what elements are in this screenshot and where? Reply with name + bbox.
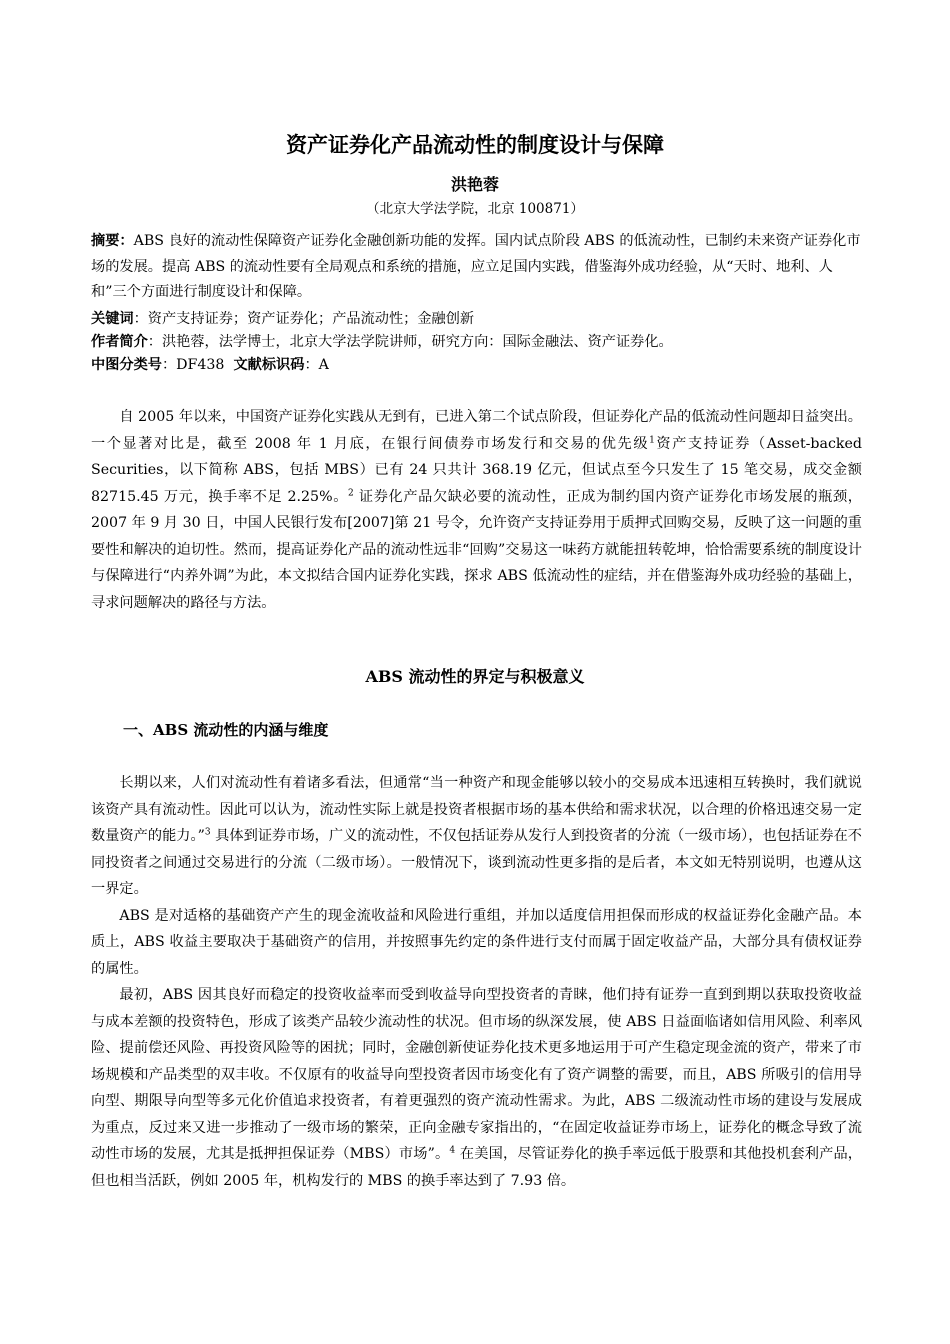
bio-text: ：洪艳蓉，法学博士，北京大学法学院讲师，研究方向：国际金融法、资产证券化。 [147,334,673,350]
body-paragraph-3 [91,982,862,1194]
intro-text-1: 自 2005 年以来，中国资产证券化实践从无到有，已进入第二个试点阶段，但证券化产品的低流动性问题却日益突出。一个显著对比是，截至 2008 年 1 月底，在银行间债券市场发行和交易的优先级 [91,409,862,452]
keywords-block [91,307,861,333]
classification-block [91,353,861,379]
section-heading: ABS 流动性的界定与积极意义 [365,667,585,686]
footnote-ref-1[interactable]: 1 [649,434,655,445]
intro-paragraph [91,404,862,616]
doc-code-label: 文献标识码 [233,357,305,373]
abstract-label: 摘要： [91,233,134,249]
abstract-block [91,229,861,306]
body-paragraph-1 [91,770,862,903]
para3-text-2: 在美国，尽管证券化的换手率远低于股票和其他投机套利产品，但也相当活跃，例如 2005 年，机构发行的 MBS 的换手率达到了 7.93 倍。 [91,1146,862,1189]
clc-value: ：DF438 [161,357,225,373]
author-name: 洪艳蓉 [450,175,499,194]
para1-text-1: 长期以来，人们对流动性有着诸多看法，但通常“当一种资产和现金能够以较小的交易成本迅速相互转换时，我们就说该资产具有流动性。因此可以认为，流动性实际上就是投资者根据市场的基本供给和需求状况，以合理的价格迅速交易一定数量资产的能力。” [91,775,862,844]
footnote-ref-2[interactable]: 2 [348,487,354,498]
intro-text-2: 资产支持证券（Asset-backed Securities，以下简称 ABS，包括 MBS）已有 24 只共计 368.19 亿元，但试点至今只发生了 15 笔交易，成交金额 82715.45 万元，换手率不足 2.25%。 [91,435,862,505]
footnote-ref-4[interactable]: 4 [449,1145,456,1156]
keywords-label: 关键词 [91,311,134,327]
clc-label: 中图分类号 [91,357,162,373]
intro-section [91,404,862,616]
abstract-text: ABS 良好的流动性保障资产证券化金融创新功能的发挥。国内试点阶段 ABS 的低流动性，已制约未来资产证券化市场的发展。提高 ABS 的流动性要有全局观点和系统的措施，应立足国内实践，借鉴海外成功经验，从“天时、地利、人和”三个方面进行制度设计和保障。 [91,233,861,300]
paper-title: 资产证券化产品流动性的制度设计与保障 [286,132,664,157]
main-section [91,770,862,1194]
para1-text-2: 具体到证券市场，广义的流动性，不仅包括证券从发行人到投资者的分流（一级市场），也包括证券在不同投资者之间通过交易进行的分流（二级市场）。一般情况下，谈到流动性更多指的是后者，本文如无特别说明，也遵从这一界定。 [91,828,862,897]
para3-text-1: 最初，ABS 因其良好而稳定的投资收益率而受到收益导向型投资者的青睐，他们持有证券一直到到期以获取投资收益与成本差额的投资特色，形成了该类产品较少流动性的状况。但市场的纵深发展，使 ABS 日益面临诸如信用风险、利率风险、提前偿还风险、再投资风险等的困扰；同时，金融创新使证券化技术更多地运用于可产生稳定现金流的资产，带来了市场规模和产品类型的双丰收。不仅原有的收益导向型投资者因市场变化有了资产调整的需要，而且，ABS 所吸引的信用导向型、期限导向型等多元化价值追求投资者，有着更强烈的资产流动性需求。为此，ABS 二级流动性市场的建设与发展成为重点，反过来又进一步推动了一级市场的繁荣，正向金融专家指出的，“在固定收益证券市场上，证券化的概念导致了流动性市场的发展，尤其是抵押担保证券（MBS）市场”。 [91,987,862,1162]
intro-text-3: 证券化产品欠缺必要的流动性，正成为制约国内资产证券化市场发展的瓶颈，2007 年 9 月 30 日，中国人民银行发布[2007]第 21 号令，允许资产支持证券用于质押式回购交易，反映了这一问题的重要性和解决的迫切性。然而，提高证券化产品的流动性远非“回购”交易这一味药方就能扭转乾坤，恰恰需要系统的制度设计与保障进行“内养外调”为此，本文拟结合国内证券化实践，探求 ABS 低流动性的症结，并在借鉴海外成功经验的基础上，寻求问题解决的路径与方法。 [91,488,862,611]
doc-code-value: ：A [304,357,329,373]
author-affiliation: （北京大学法学院，北京 100871） [366,201,584,217]
author-bio-block [91,330,861,356]
keywords-text: ：资产支持证券；资产证券化；产品流动性；金融创新 [133,311,475,327]
subsection-heading: 一、ABS 流动性的内涵与维度 [123,721,329,739]
footnote-ref-3[interactable]: 3 [204,827,211,838]
body-paragraph-2: ABS 是对适格的基础资产产生的现金流收益和风险进行重组，并加以适度信用担保而形成的权益证券化金融产品。本质上，ABS 收益主要取决于基础资产的信用，并按照事先约定的条件进行支付而属于固定收益产品，大部分具有债权证券的属性。 [91,907,862,977]
bio-label: 作者简介 [91,334,148,350]
